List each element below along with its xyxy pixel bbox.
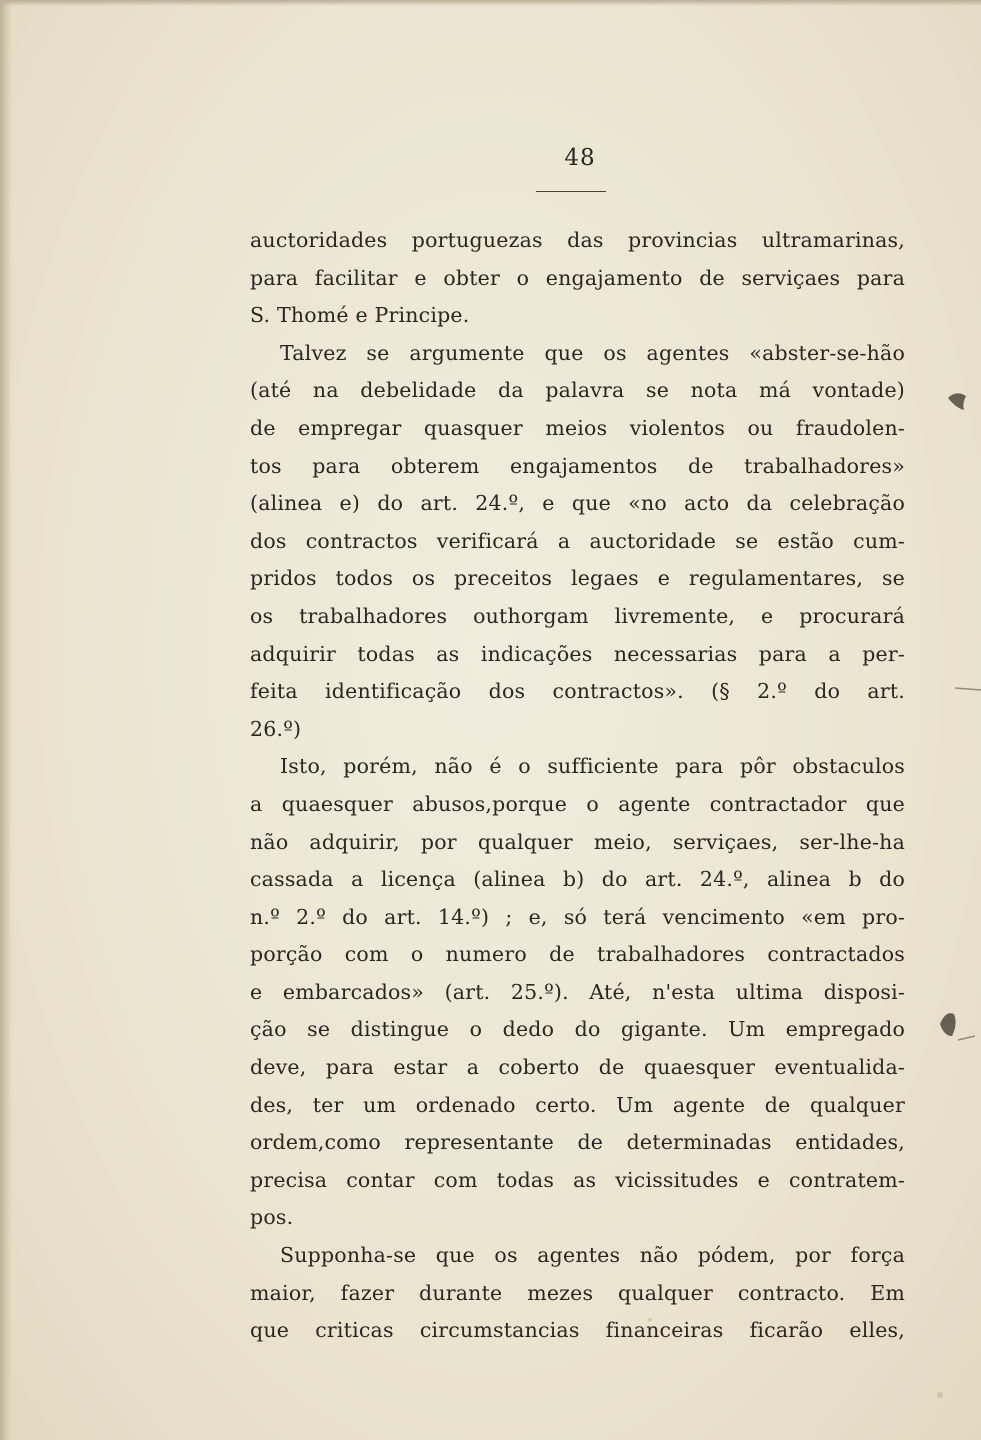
- text-line: porção com o numero de trabalhadores contractados: [250, 942, 905, 967]
- text-line: que criticas circumstancias financeiras ficarão elles,: [250, 1318, 905, 1343]
- text-line: tos para obterem engajamentos de trabalhadores»: [250, 453, 905, 478]
- text-line: pridos todos os preceitos legaes e regulamentares, se: [250, 566, 905, 591]
- text-line: deve, para estar a coberto de quaesquer eventualida-: [250, 1055, 905, 1080]
- text-line: dos contractos verificará a auctoridade se estão cum-: [250, 528, 905, 553]
- ink-blot-mark: [940, 393, 966, 1036]
- text-line: 26.º): [250, 716, 302, 741]
- text-line: n.º 2.º do art. 14.º) ; e, só terá vencimento «em pro-: [250, 904, 905, 929]
- text-line: ordem,como representante de determinadas entidades,: [250, 1130, 905, 1155]
- text-line: os trabalhadores outhorgam livremente, e procurará: [250, 603, 905, 628]
- text-line: ção se distingue o dedo do gigante. Um empregado: [250, 1017, 905, 1042]
- text-line: Supponha-se que os agentes não pódem, por força: [280, 1243, 905, 1268]
- text-line: maior, fazer durante mezes qualquer contracto. Em: [250, 1280, 905, 1305]
- text-line: auctoridades portuguezas das provincias ultramarinas,: [250, 228, 905, 252]
- text-line: não adquirir, por qualquer meio, serviçaes, ser-lhe-ha: [250, 829, 905, 854]
- text-line: e embarcados» (art. 25.º). Até, n'esta ultima disposi-: [250, 979, 905, 1004]
- page-binding-edge: [0, 0, 12, 1440]
- text-line: (até na debelidade da palavra se nota má vontade): [250, 378, 905, 403]
- text-line: Isto, porém, não é o sufficiente para pôr obstaculos: [280, 754, 905, 779]
- text-line: Talvez se argumente que os agentes «abster-se-hão: [280, 340, 905, 365]
- text-line: feita identificação dos contractos». (§ 2.º do art.: [250, 679, 905, 704]
- text-line: de empregar quasquer meios violentos ou fraudolen-: [250, 415, 905, 440]
- text-line: a quaesquer abusos,porque o agente contractador que: [250, 791, 905, 816]
- text-line: cassada a licença (alinea b) do art. 24.º, alinea b do: [250, 867, 905, 892]
- text-line: adquirir todas as indicações necessarias para a per-: [250, 641, 905, 666]
- margin-dashes: [955, 688, 981, 1040]
- text-line: precisa contar com todas as vicissitudes e contratem-: [250, 1167, 905, 1192]
- page-top-edge: [0, 0, 981, 6]
- body-text: [250, 222, 905, 1350]
- text-line: para facilitar e obter o engajamento de serviçaes para: [250, 265, 905, 290]
- text-line: des, ter um ordenado certo. Um agente de qualquer: [250, 1092, 905, 1117]
- text-line: (alinea e) do art. 24.º, e que «no acto da celebração: [250, 491, 905, 516]
- text-line: S. Thomé e Principe.: [250, 303, 470, 328]
- text-line: pos.: [250, 1205, 294, 1230]
- page-number: 48: [564, 145, 596, 171]
- header-rule: [536, 191, 606, 192]
